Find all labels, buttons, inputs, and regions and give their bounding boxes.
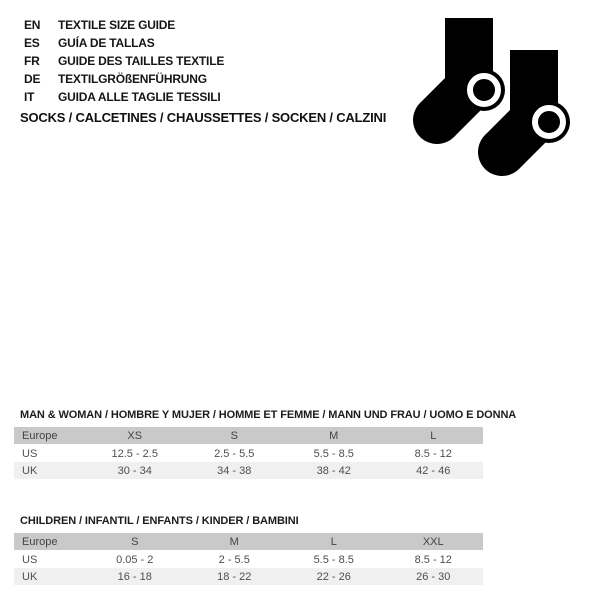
- col-header-size-4: L: [384, 427, 484, 445]
- size-cell: 2.5 - 5.5: [185, 445, 285, 462]
- lang-label: TEXTILE SIZE GUIDE: [58, 18, 176, 32]
- table-title-adult: MAN & WOMAN / HOMBRE Y MUJER / HOMME ET FEMME / MANN UND FRAU / UOMO E DONNA: [20, 409, 517, 421]
- lang-label: TEXTILGRÖßENFÜHRUNG: [58, 72, 207, 86]
- size-cell: 16 - 18: [85, 568, 185, 585]
- col-header-size-2: M: [185, 533, 285, 551]
- size-cell: 30 - 34: [85, 462, 185, 479]
- lang-row-en: [24, 16, 224, 34]
- lang-row-es: [24, 34, 224, 52]
- category-title: SOCKS / CALCETINES / CHAUSSETTES / SOCKEN / CALZINI: [20, 110, 387, 125]
- col-header-europe: Europe: [14, 533, 85, 551]
- size-cell: 8.5 - 12: [384, 551, 484, 568]
- col-header-size-3: M: [284, 427, 384, 445]
- col-header-size-2: S: [185, 427, 285, 445]
- table-row-us: [14, 445, 483, 462]
- lang-row-it: [24, 88, 224, 106]
- lang-label: GUIDA ALLE TAGLIE TESSILI: [58, 90, 221, 104]
- lang-row-fr: [24, 52, 224, 70]
- col-header-size-1: XS: [85, 427, 185, 445]
- col-header-size-4: XXL: [384, 533, 484, 551]
- table-title-children: CHILDREN / INFANTIL / ENFANTS / KINDER / BAMBINI: [20, 515, 299, 527]
- col-header-europe: Europe: [14, 427, 85, 445]
- col-header-size-1: S: [85, 533, 185, 551]
- size-cell: 38 - 42: [284, 462, 384, 479]
- lang-code: IT: [24, 90, 35, 104]
- socks-icon: [410, 14, 572, 180]
- lang-code: DE: [24, 72, 41, 86]
- size-table-adult: [14, 427, 483, 479]
- lang-code: EN: [24, 18, 41, 32]
- table-header-row: [14, 533, 483, 551]
- size-cell: 22 - 26: [284, 568, 384, 585]
- size-cell: 8.5 - 12: [384, 445, 484, 462]
- sock-left-icon: [413, 18, 505, 144]
- region-cell: US: [14, 551, 85, 568]
- table-row-uk: [14, 568, 483, 585]
- table-row-uk: [14, 462, 483, 479]
- size-cell: 26 - 30: [384, 568, 484, 585]
- region-cell: UK: [14, 568, 85, 585]
- region-cell: US: [14, 445, 85, 462]
- size-cell: 12.5 - 2.5: [85, 445, 185, 462]
- lang-code: ES: [24, 36, 40, 50]
- size-cell: 18 - 22: [185, 568, 285, 585]
- size-cell: 34 - 38: [185, 462, 285, 479]
- size-table-children: [14, 533, 483, 585]
- table-row-us: [14, 551, 483, 568]
- size-cell: 5.5 - 8.5: [284, 445, 384, 462]
- size-cell: 0.05 - 2: [85, 551, 185, 568]
- lang-label: GUIDE DES TAILLES TEXTILE: [58, 54, 225, 68]
- size-cell: 2 - 5.5: [185, 551, 285, 568]
- lang-label: GUÍA DE TALLAS: [58, 36, 155, 50]
- size-table-section-adult: [14, 409, 517, 479]
- size-cell: 42 - 46: [384, 462, 484, 479]
- lang-row-de: [24, 70, 224, 88]
- size-table-section-children: [14, 515, 483, 585]
- region-cell: UK: [14, 462, 85, 479]
- size-cell: 5.5 - 8.5: [284, 551, 384, 568]
- table-header-row: [14, 427, 483, 445]
- lang-code: FR: [24, 54, 40, 68]
- language-legend: [24, 16, 224, 106]
- col-header-size-3: L: [284, 533, 384, 551]
